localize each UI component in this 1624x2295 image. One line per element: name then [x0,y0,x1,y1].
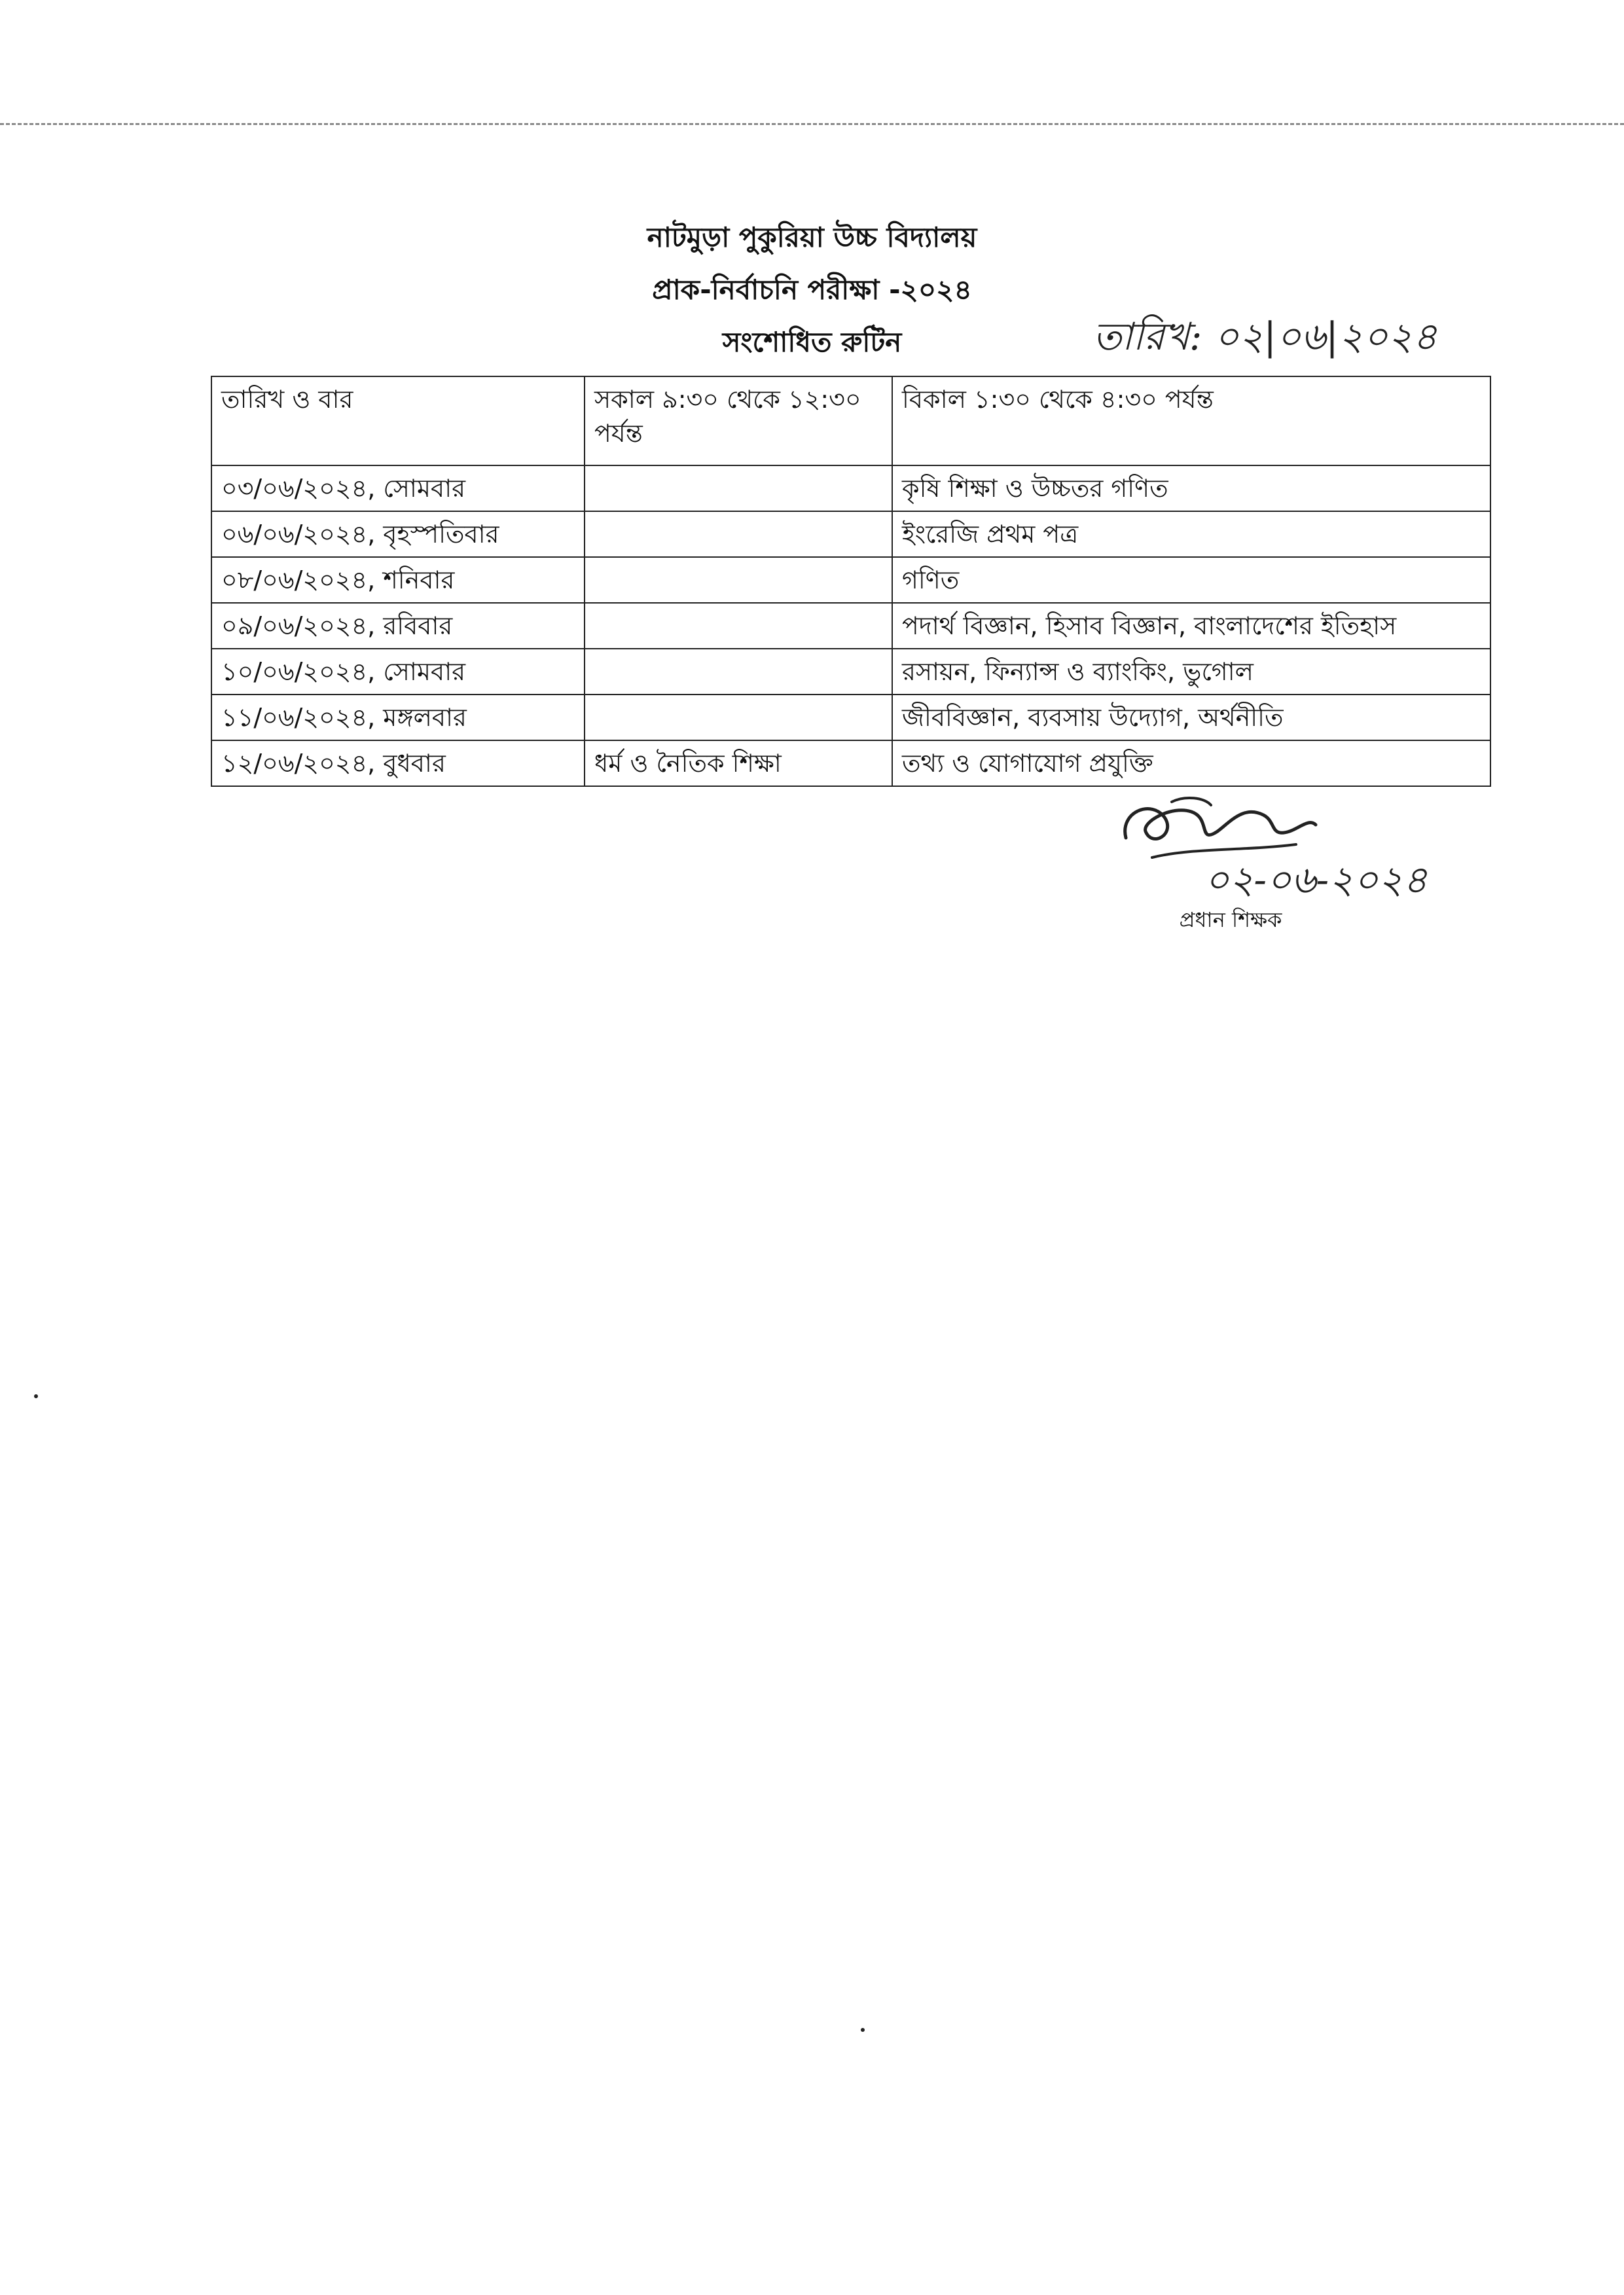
header-date-day: তারিখ ও বার [211,376,585,465]
cell-date: ১২/০৬/২০২৪, বুধবার [211,740,585,786]
cell-afternoon: গণিত [892,557,1490,603]
table-row [211,557,1490,603]
table-row [211,603,1490,649]
cell-afternoon: ইংরেজি প্রথম পত্র [892,511,1490,557]
table-header-row [211,376,1490,465]
table-row [211,511,1490,557]
cell-date: ১০/০৬/২০২৪, সোমবার [211,649,585,695]
scan-speck [861,2028,865,2032]
cell-morning [585,465,892,511]
cell-morning: ধর্ম ও নৈতিক শিক্ষা [585,740,892,786]
routine-title: সংশোধিত রুটিন [722,326,902,358]
exam-name: প্রাক-নির্বাচনি পরীক্ষা -২০২৪ [652,274,972,306]
cell-date: ০৮/০৬/২০২৪, শনিবার [211,557,585,603]
table-row [211,740,1490,786]
cell-afternoon: কৃষি শিক্ষা ও উচ্চতর গণিত [892,465,1490,511]
school-name: নাটমুড়া পুকুরিয়া উচ্চ বিদ্যালয় [647,221,977,253]
table-row [211,695,1490,740]
scan-speck [34,1394,38,1398]
cell-afternoon: পদার্থ বিজ্ঞান, হিসাব বিজ্ঞান, বাংলাদেশের ইতিহাস [892,603,1490,649]
headmaster-title: প্রধান শিক্ষক [1179,907,1282,932]
cell-date: ১১/০৬/২০২৪, মঙ্গলবার [211,695,585,740]
cell-morning [585,695,892,740]
header-morning-slot: সকাল ৯:৩০ থেকে ১২:৩০ পর্যন্ত [585,376,892,465]
signature-date: ০২-০৬-২০২৪ [1204,858,1428,902]
cell-morning [585,603,892,649]
table-row [211,649,1490,695]
cell-morning [585,649,892,695]
cell-afternoon: জীববিজ্ঞান, ব্যবসায় উদ্যোগ, অর্থনীতি [892,695,1490,740]
scan-dashed-line [0,123,1624,125]
handwritten-date: তারিখ: ০২|০৬|২০২৪ [1093,314,1437,359]
cell-date: ০৬/০৬/২০২৪, বৃহস্পতিবার [211,511,585,557]
table-row [211,465,1490,511]
cell-date: ০৩/০৬/২০২৪, সোমবার [211,465,585,511]
cell-morning [585,557,892,603]
cell-afternoon: রসায়ন, ফিন্যান্স ও ব্যাংকিং, ভুগোল [892,649,1490,695]
cell-afternoon: তথ্য ও যোগাযোগ প্রযুক্তি [892,740,1490,786]
header-afternoon-slot: বিকাল ১:৩০ থেকে ৪:৩০ পর্যন্ত [892,376,1490,465]
cell-morning [585,511,892,557]
routine-table [211,376,1491,787]
cell-date: ০৯/০৬/২০২৪, রবিবার [211,603,585,649]
